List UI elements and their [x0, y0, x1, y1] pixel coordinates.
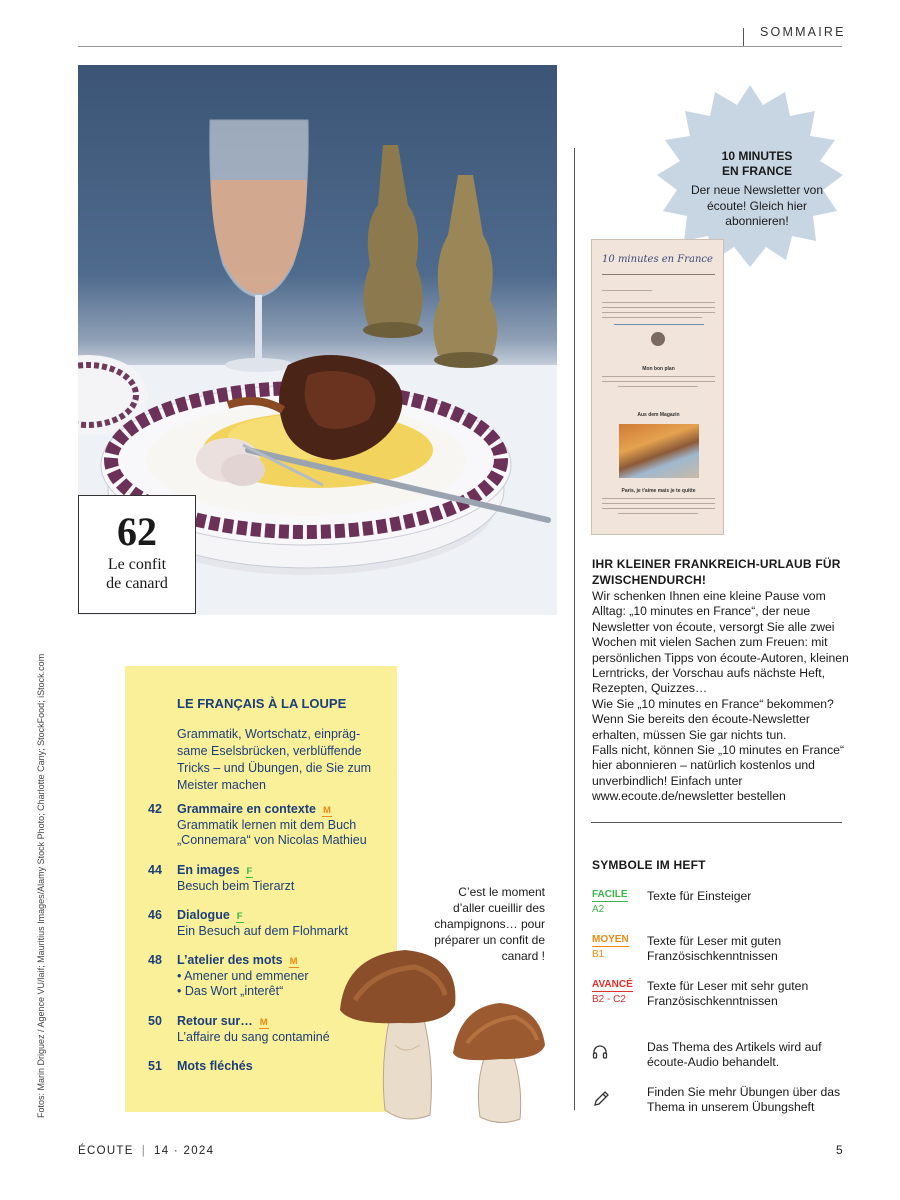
promo-paragraph: Wie Sie „10 minutes en France“ bekommen? Wenn Sie bereits den écoute-Newsletter erhalten, müssen Sie gar nichts tun.	[592, 696, 834, 742]
text-line	[602, 312, 715, 313]
text-line	[602, 498, 715, 499]
feature-caption-line1: Le confit	[107, 556, 167, 573]
symbol-description: Das Thema des Artikels wird auf écoute-Audio behandelt.	[647, 1040, 822, 1070]
badge-title-line2: EN FRANCE	[721, 164, 792, 178]
rule	[602, 274, 715, 275]
toc-line: L’affaire du sang contaminé	[177, 1029, 330, 1044]
headphones-icon	[592, 1044, 608, 1060]
toc-line: Ein Besuch auf dem Flohmarkt	[177, 923, 348, 938]
symbol-description: Finden Sie mehr Übungen über das Thema in unserem Übungsheft	[647, 1085, 841, 1115]
toc-page: 48	[148, 953, 162, 967]
text-line	[602, 503, 715, 504]
toc-title: Dialogue	[177, 908, 230, 922]
toc-line: Grammatik lernen mit dem Buch	[177, 817, 357, 832]
mushrooms-illustration	[335, 945, 555, 1130]
badge-title-line1: 10 MINUTES	[721, 149, 793, 163]
level-code: B2 - C2	[592, 994, 626, 1005]
level-badge-moyen: M	[259, 1017, 268, 1028]
symbol-description: Texte für Leser mit sehr guten Französischkenntnissen	[647, 979, 809, 1009]
newsletter-preview[interactable]	[591, 239, 724, 535]
promo-body	[592, 589, 850, 805]
loupe-intro: Grammatik, Wortschatz, einpräg-same Eselsbrücken, verblüffende Tricks – und Übungen, die Sie zum Meister machen	[177, 727, 372, 792]
page-number: 5	[836, 1143, 843, 1157]
newsletter-preview-title: 10 minutes en France	[602, 254, 713, 265]
newsletter-section-1: Mon bon plan	[642, 366, 675, 372]
pencil-icon	[592, 1090, 610, 1108]
badge-text: Der neue Newsletter von écoute! Gleich hier abonnieren!	[690, 183, 824, 228]
level-badge-facile: F	[246, 866, 253, 877]
text-line	[602, 302, 715, 303]
toc-page: 42	[148, 802, 162, 816]
promo-paragraph: Wir schenken Ihnen eine kleine Pause vom Alltag: „10 minutes en France“, der neue Newsletter von écoute, versorgt Sie alle zwei Wochen mit vielen Sachen zum Freuen: mit persönlichen Tipps von écoute-Autoren, kleinen Lerntricks, der Vorschau aufs nächste Heft, Rezepten, Quizzes…	[592, 589, 849, 696]
footer-separator: |	[141, 1145, 147, 1157]
level-tag-facile: FACILE	[592, 889, 628, 900]
loupe-title: LE FRANÇAIS À LA LOUPE	[177, 696, 347, 711]
toc-title: L’atelier des mots	[177, 953, 283, 967]
symbols-rule	[591, 822, 842, 823]
text-line	[618, 513, 698, 514]
toc-title: En images	[177, 863, 240, 877]
toc-page: 51	[148, 1059, 162, 1073]
header-divider	[743, 28, 744, 46]
symbol-description: Texte für Einsteiger	[647, 889, 752, 903]
newsletter-section-3: Paris, je t'aime mais je te quitte	[621, 488, 696, 494]
column-divider	[574, 148, 575, 1110]
text-line	[602, 317, 702, 318]
toc-title: Retour sur…	[177, 1014, 253, 1028]
toc-page: 50	[148, 1014, 162, 1028]
text-line	[602, 508, 715, 509]
symbols-heading: SYMBOLE IM HEFT	[592, 858, 706, 872]
level-code: B1	[592, 949, 605, 960]
section-label: SOMMAIRE	[760, 25, 846, 39]
magazine-name: ÉCOUTE	[78, 1145, 134, 1157]
author-avatar	[651, 332, 665, 346]
newsletter-photo	[619, 424, 699, 478]
feature-page-number: 62	[117, 509, 157, 554]
toc-line: • Das Wort „interêt“	[177, 984, 284, 998]
promo-paragraph: Falls nicht, können Sie „10 minutes en France“ hier abonnieren – natürlich kostenlos und unverbindlich! Einfach unter www.ecoute.de/newsletter bestellen	[592, 743, 844, 804]
text-line	[602, 307, 715, 308]
toc-line: „Connemara“ von Nicolas Mathieu	[177, 833, 367, 847]
text-line	[602, 381, 715, 382]
toc-title: Grammaire en contexte	[177, 802, 316, 816]
text-line	[618, 386, 698, 387]
level-tag-moyen: MOYEN	[592, 934, 629, 945]
level-badge-moyen: M	[289, 956, 298, 967]
toc-page: 46	[148, 908, 162, 922]
toc-title: Mots fléchés	[177, 1059, 253, 1073]
feature-page-box[interactable]	[78, 495, 196, 614]
link-line	[614, 324, 704, 325]
issue-number: 14 · 2024	[154, 1145, 215, 1157]
level-tag-avance: AVANCÉ	[592, 979, 633, 990]
toc-line: Besuch beim Tierarzt	[177, 878, 295, 893]
header-rule	[78, 46, 842, 47]
symbol-description: Texte für Leser mit guten Französischkenntnissen	[647, 934, 782, 964]
text-line	[602, 376, 715, 377]
badge-title[interactable]	[690, 149, 824, 179]
level-badge-moyen: M	[322, 805, 331, 816]
mushroom-caption: C’est le moment d’aller cueillir des champignons… pour préparer un confit de canard !	[434, 885, 545, 963]
toc-line: • Amener und emmener	[177, 968, 309, 983]
toc-page: 44	[148, 863, 162, 877]
feature-caption-line2: de canard	[106, 575, 168, 592]
photo-credits: Fotos: Marin Driguez / Agence VU/laif; Mauritius Images/Alamy Stock Photo; Charlotte Cany; StockFood; iStock.com	[36, 653, 46, 1118]
text-line	[602, 290, 652, 291]
footer-magazine	[78, 1145, 214, 1157]
promo-heading: IHR KLEINER FRANKREICH-URLAUB FÜR ZWISCHENDURCH!	[592, 557, 841, 587]
level-badge-facile: F	[236, 911, 243, 922]
level-code: A2	[592, 904, 605, 915]
newsletter-section-2: Aus dem Magazin	[637, 412, 680, 418]
